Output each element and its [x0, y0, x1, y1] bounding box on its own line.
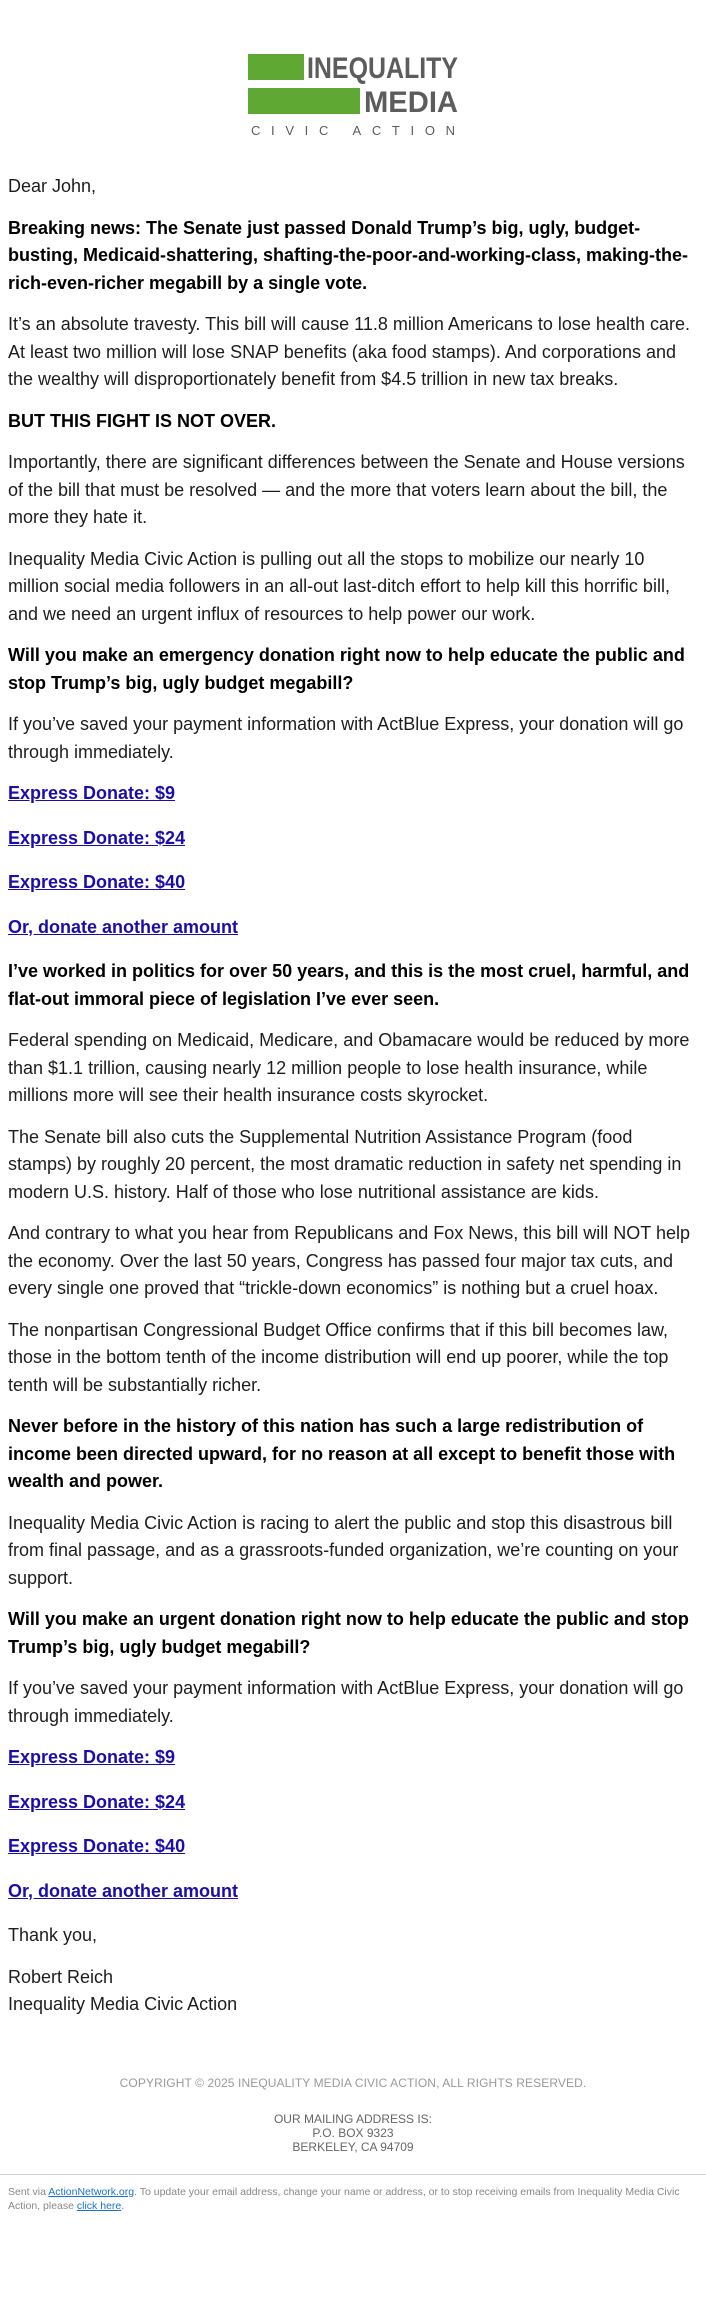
express-donate-40-link-2[interactable]: Express Donate: $40	[8, 1836, 186, 1856]
unsubscribe-text: . To update your email address, change your name or address, or to stop receiving emails from Inequality Media Civic Action, please	[8, 2185, 680, 2212]
paragraph: If you’ve saved your payment information with ActBlue Express, your donation will go through immediately.	[8, 714, 684, 762]
signature	[8, 1964, 698, 2019]
paragraph-breaking-news: Breaking news: The Senate just passed Donald Trump’s big, ugly, budget-busting, Medicaid-shattering, shafting-the-poor-and-working-class, making-the-rich-even-richer megabill by a single vote.	[8, 217, 689, 293]
address-line-2: BERKELEY, CA 94709	[292, 2139, 414, 2154]
unsubscribe-notice	[8, 2175, 698, 2213]
paragraph: Importantly, there are significant differences between the Senate and House versions of the bill that must be resolved — and the more that voters learn about the bill, the more they hate it.	[8, 452, 685, 527]
click-here-link[interactable]: click here	[76, 2199, 122, 2212]
link-row	[8, 780, 698, 808]
express-donate-40-link[interactable]: Express Donate: $40	[8, 872, 186, 892]
donate-other-amount-link-2[interactable]: Or, donate another amount	[8, 1880, 239, 1901]
paragraph-bold: Never before in the history of this nation has such a large redistribution of income been directed upward, for no reason at all except to benefit those with wealth and power.	[8, 1416, 676, 1491]
link-row	[8, 914, 698, 942]
footer	[8, 2076, 698, 2154]
express-donate-9-link-2[interactable]: Express Donate: $9	[8, 1747, 176, 1767]
link-row	[8, 825, 698, 853]
logo-tagline: CIVIC ACTION	[251, 123, 455, 138]
paragraph: The Senate bill also cuts the Supplemental Nutrition Assistance Program (food stamps) by roughly 20 percent, the most dramatic reduction in safety net spending in modern U.S. history. Half of those who lose nutritional assistance are kids.	[8, 1126, 682, 1202]
express-donate-24-link[interactable]: Express Donate: $24	[8, 827, 186, 848]
link-row	[8, 1878, 698, 1906]
paragraph: It’s an absolute travesty. This bill will cause 11.8 million Americans to lose health care. At least two million will lose SNAP benefits (aka food stamps). And corporations and the wealthy will disproportionately benefit from $4.5 trillion in new tax breaks.	[8, 314, 690, 389]
link-row	[8, 1833, 698, 1861]
donation-ask: Will you make an emergency donation right now to help educate the public and stop Trump’s big, ugly budget megabill?	[8, 645, 685, 693]
paragraph: Inequality Media Civic Action is pulling out all the stops to mobilize our nearly 10 million social media followers in an all-out last-ditch effort to help kill this horrific bill, and we need an urgent influx of resources to help power our work.	[8, 548, 670, 624]
link-row	[8, 1744, 698, 1772]
logo-graphic	[248, 50, 458, 140]
paragraph-bold: I’ve worked in politics for over 50 years, and this is the most cruel, harmful, and flat-out immoral piece of legislation I’ve ever seen.	[8, 961, 690, 1009]
signature-name: Robert Reich	[8, 1966, 114, 1987]
sign-off: Thank you,	[8, 1925, 98, 1945]
donation-ask: Will you make an urgent donation right now to help educate the public and stop Trump’s big, ugly budget megabill?	[8, 1609, 689, 1657]
signature-org: Inequality Media Civic Action	[8, 1994, 238, 2014]
express-donate-9-link[interactable]: Express Donate: $9	[8, 783, 176, 803]
copyright: COPYRIGHT © 2025 INEQUALITY MEDIA CIVIC ACTION, ALL RIGHTS RESERVED.	[119, 2075, 587, 2090]
express-donate-24-link-2[interactable]: Express Donate: $24	[8, 1791, 186, 1812]
logo-green-bar-top	[248, 54, 304, 80]
greeting: Dear John,	[8, 176, 97, 196]
paragraph: Federal spending on Medicaid, Medicare, and Obamacare would be reduced by more than $1.1 trillion, causing nearly 12 million people to lose health insurance, while millions more will see their health insurance costs skyrocket.	[8, 1030, 690, 1105]
mailing-address	[8, 2112, 698, 2154]
link-row	[8, 869, 698, 897]
address-line-1: P.O. BOX 9323	[312, 2125, 394, 2140]
inequality-media-logo	[8, 0, 698, 140]
link-row	[8, 1789, 698, 1817]
logo-green-bar-bottom	[248, 88, 360, 114]
paragraph: The nonpartisan Congressional Budget Office confirms that if this bill becomes law, those in the bottom tenth of the income distribution will end up poorer, while the top tenth will be substantially richer.	[8, 1319, 669, 1395]
logo-text-media: MEDIA	[364, 86, 458, 119]
paragraph: If you’ve saved your payment information with ActBlue Express, your donation will go through immediately.	[8, 1678, 684, 1726]
message-content	[8, 140, 698, 2019]
paragraph: And contrary to what you hear from Republicans and Fox News, this bill will NOT help the economy. Over the last 50 years, Congress has passed four major tax cuts, and every single one proved that “trickle-down economics” is nothing but a cruel hoax.	[8, 1223, 690, 1298]
sent-via-text: Sent via	[8, 2185, 46, 2198]
paragraph-fight-not-over: BUT THIS FIGHT IS NOT OVER.	[8, 410, 277, 431]
paragraph: Inequality Media Civic Action is racing to alert the public and stop this disastrous bill from final passage, and as a grassroots-funded organization, we’re counting on your support.	[8, 1512, 679, 1588]
actionnetwork-link[interactable]: ActionNetwork.org	[48, 2185, 135, 2198]
period-text: .	[121, 2199, 125, 2212]
address-label: OUR MAILING ADDRESS IS:	[273, 2111, 433, 2126]
logo-text-inequality: INEQUALITY	[307, 52, 458, 85]
donate-other-amount-link[interactable]: Or, donate another amount	[8, 916, 239, 937]
